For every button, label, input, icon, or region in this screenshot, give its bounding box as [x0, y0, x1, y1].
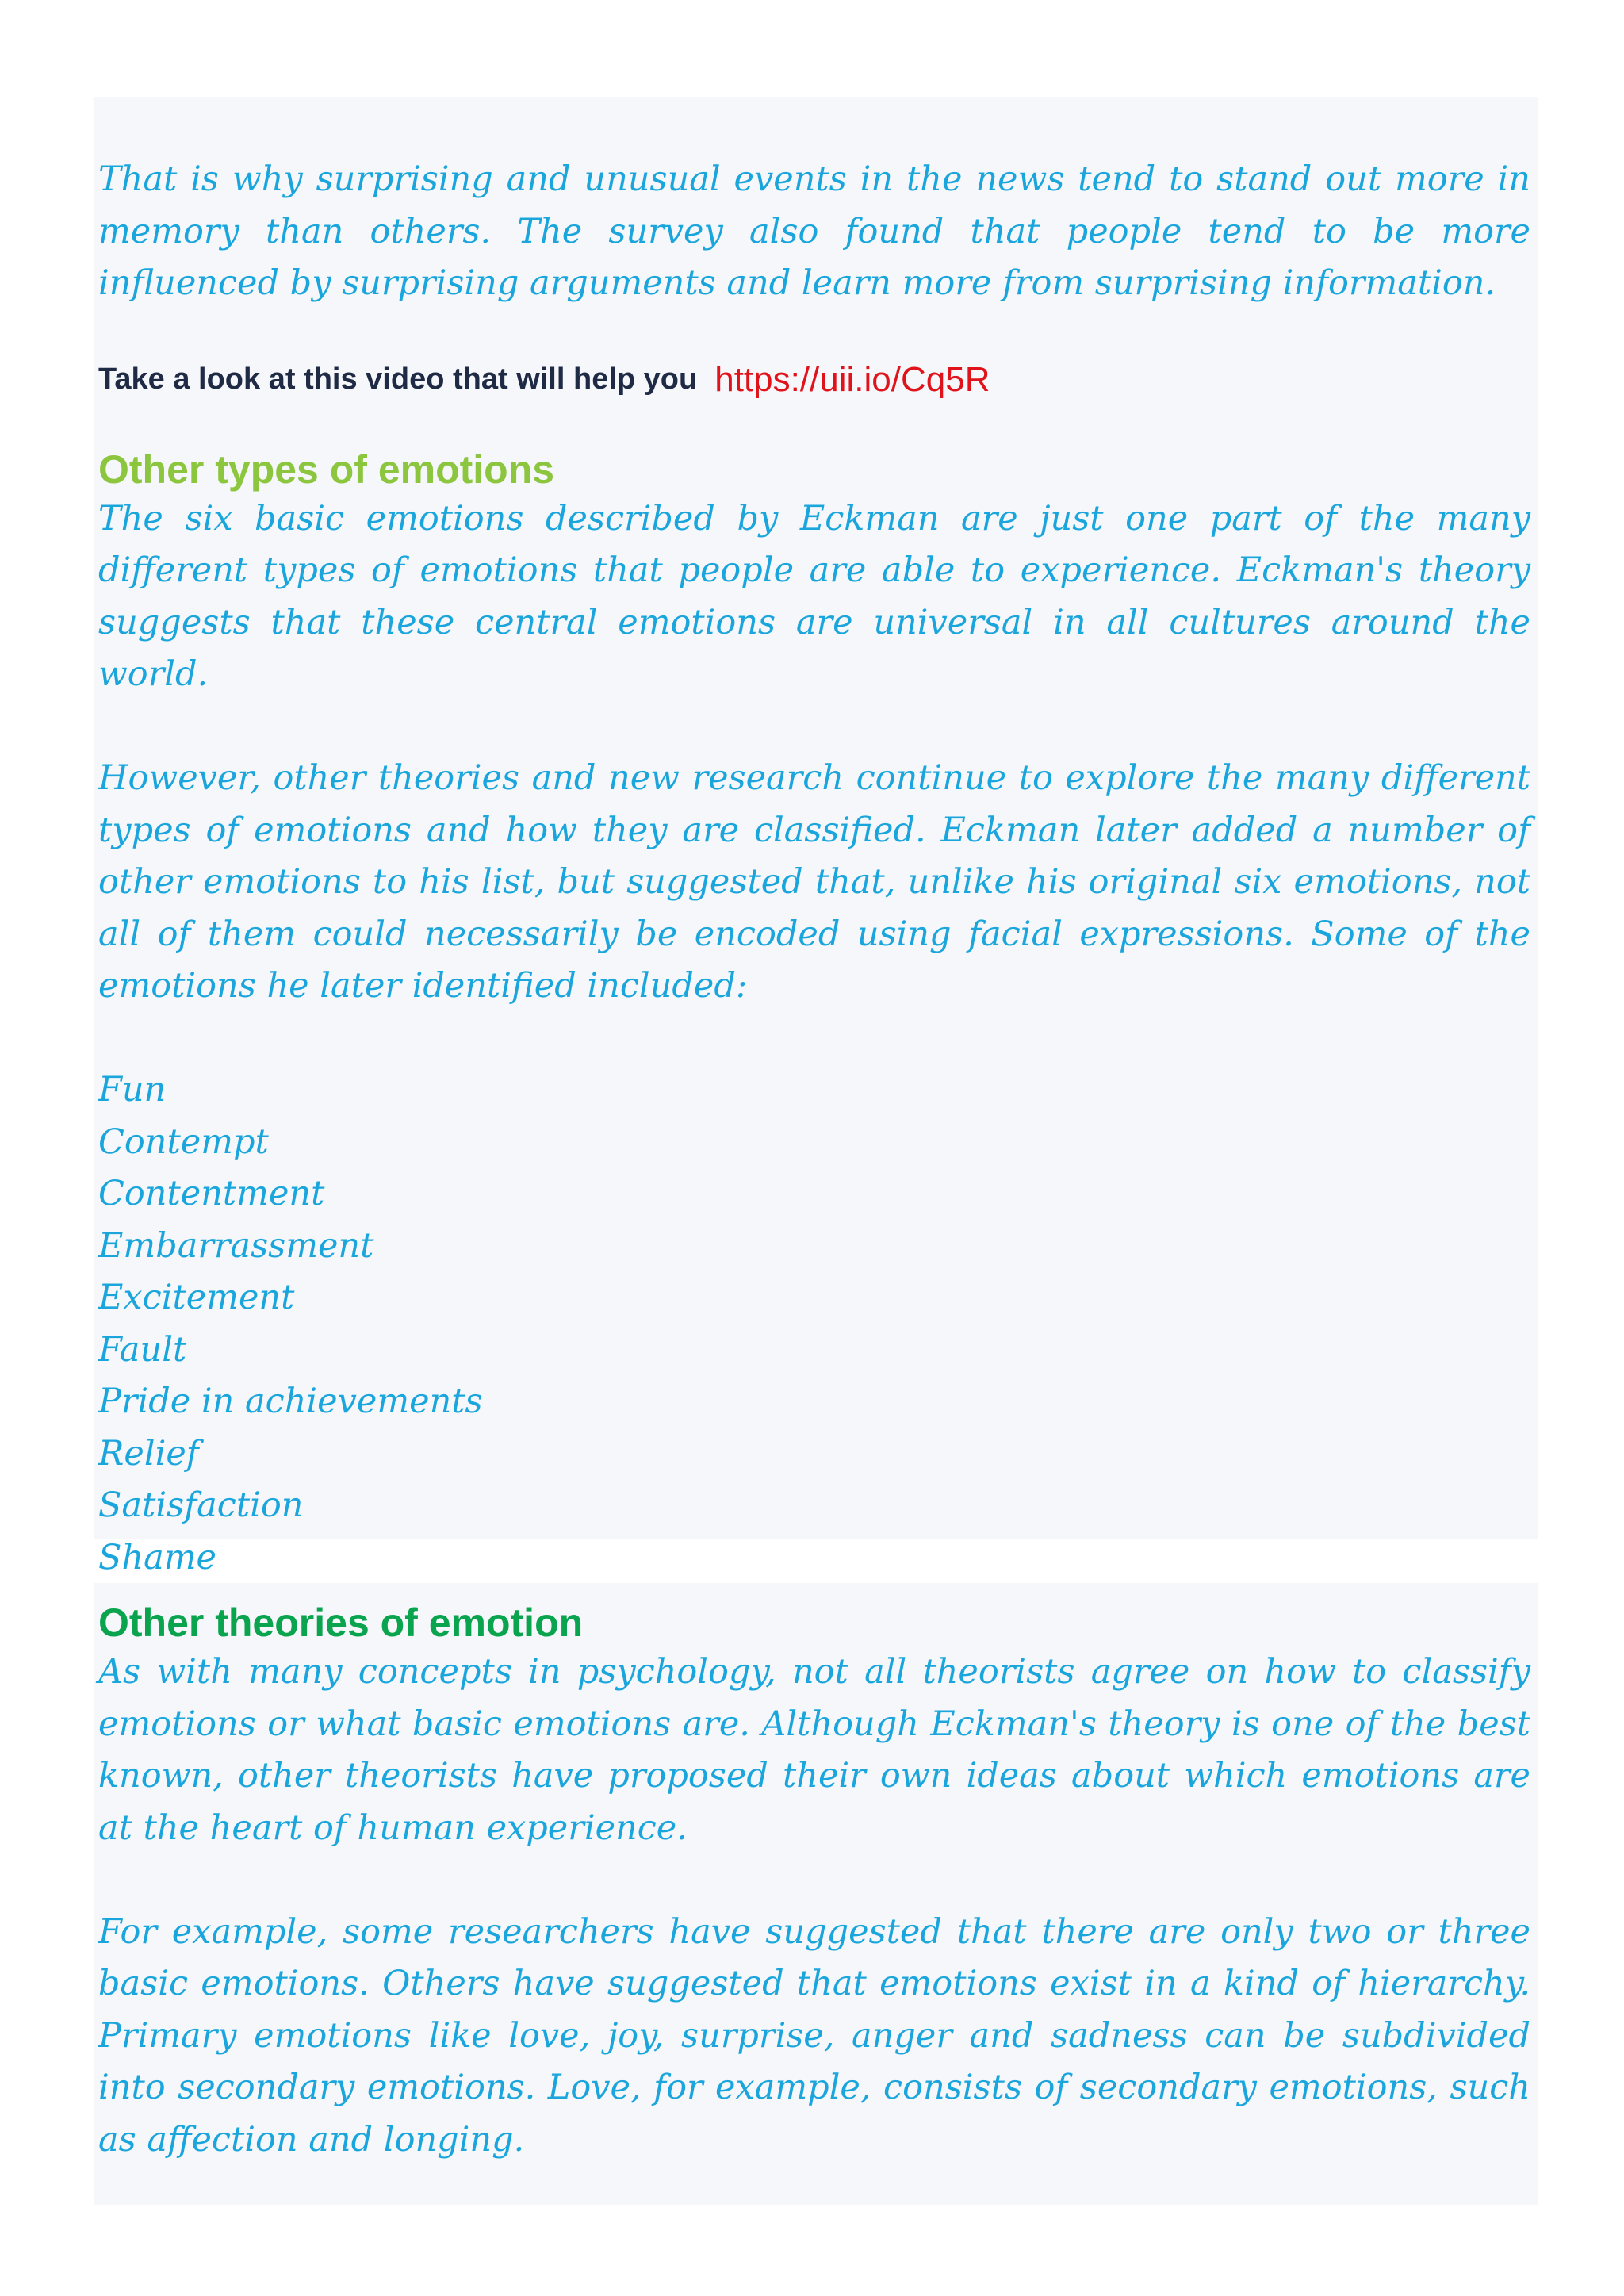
emotion-list-item: Pride in achievements [98, 1382, 483, 1421]
emotion-list-item: Fault [98, 1329, 187, 1370]
emotion-list-item: Contempt [98, 1121, 269, 1162]
intro-paragraph: That is why surprising and unusual events in the news tend to stand out more in memory than others. The survey also found that people tend to be more influenced by surprising arguments and learn more from surprising information. [98, 159, 1530, 303]
emotion-list-item: Contentment [98, 1174, 325, 1213]
other-theories-paragraph-1: As with many concepts in psychology, not all theorists agree on how to classify emotions or what basic emotions are. Although Eckman's theory is one of the best known, other theorists have proposed their own ideas about which emotions are at the heart of human experience. [98, 1652, 1530, 1848]
section-heading-other-types: Other types of emotions [98, 447, 555, 492]
emotion-list-item: Relief [98, 1433, 199, 1474]
content-panel-secondary [94, 1583, 1538, 2205]
content-panel-primary [94, 97, 1538, 1577]
video-link[interactable]: https://uii.io/Cq5R [714, 359, 990, 399]
emotion-list [98, 1064, 1530, 1584]
section-heading-other-theories: Other theories of emotion [98, 1600, 584, 1645]
emotion-list-item: Embarrassment [98, 1225, 374, 1266]
emotion-list-item: Fun [98, 1070, 167, 1110]
video-prompt-text: Take a look at this video that will help you [98, 362, 698, 396]
emotion-list-item: Excitement [98, 1278, 295, 1317]
other-types-paragraph-2: However, other theories and new research continue to explore the many different types of emotions and how they are classified. Eckman later added a number of other emotions to his list, but suggested that, unlike his original six emotions, not all of them could necessarily be encoded using facial expressions. Some of the emotions he later identified included: [98, 758, 1530, 1006]
other-theories-paragraph-2: For example, some researchers have suggested that there are only two or three basic emotions. Others have suggested that emotions exist in a kind of hierarchy. Primary emotions like love, joy, surprise, anger and sadness can be subdivided into secondary emotions. Love, for example, consists of secondary emotions, such as affection and longing. [98, 1911, 1530, 2160]
emotion-list-item: Shame [98, 1537, 217, 1577]
other-types-paragraph-1: The six basic emotions described by Eckman are just one part of the many different types of emotions that people are able to experience. Eckman's theory suggests that these central emotions are universal in all cultures around the world. [98, 498, 1530, 694]
emotion-list-item: Satisfaction [98, 1485, 304, 1525]
video-prompt [98, 352, 1530, 408]
